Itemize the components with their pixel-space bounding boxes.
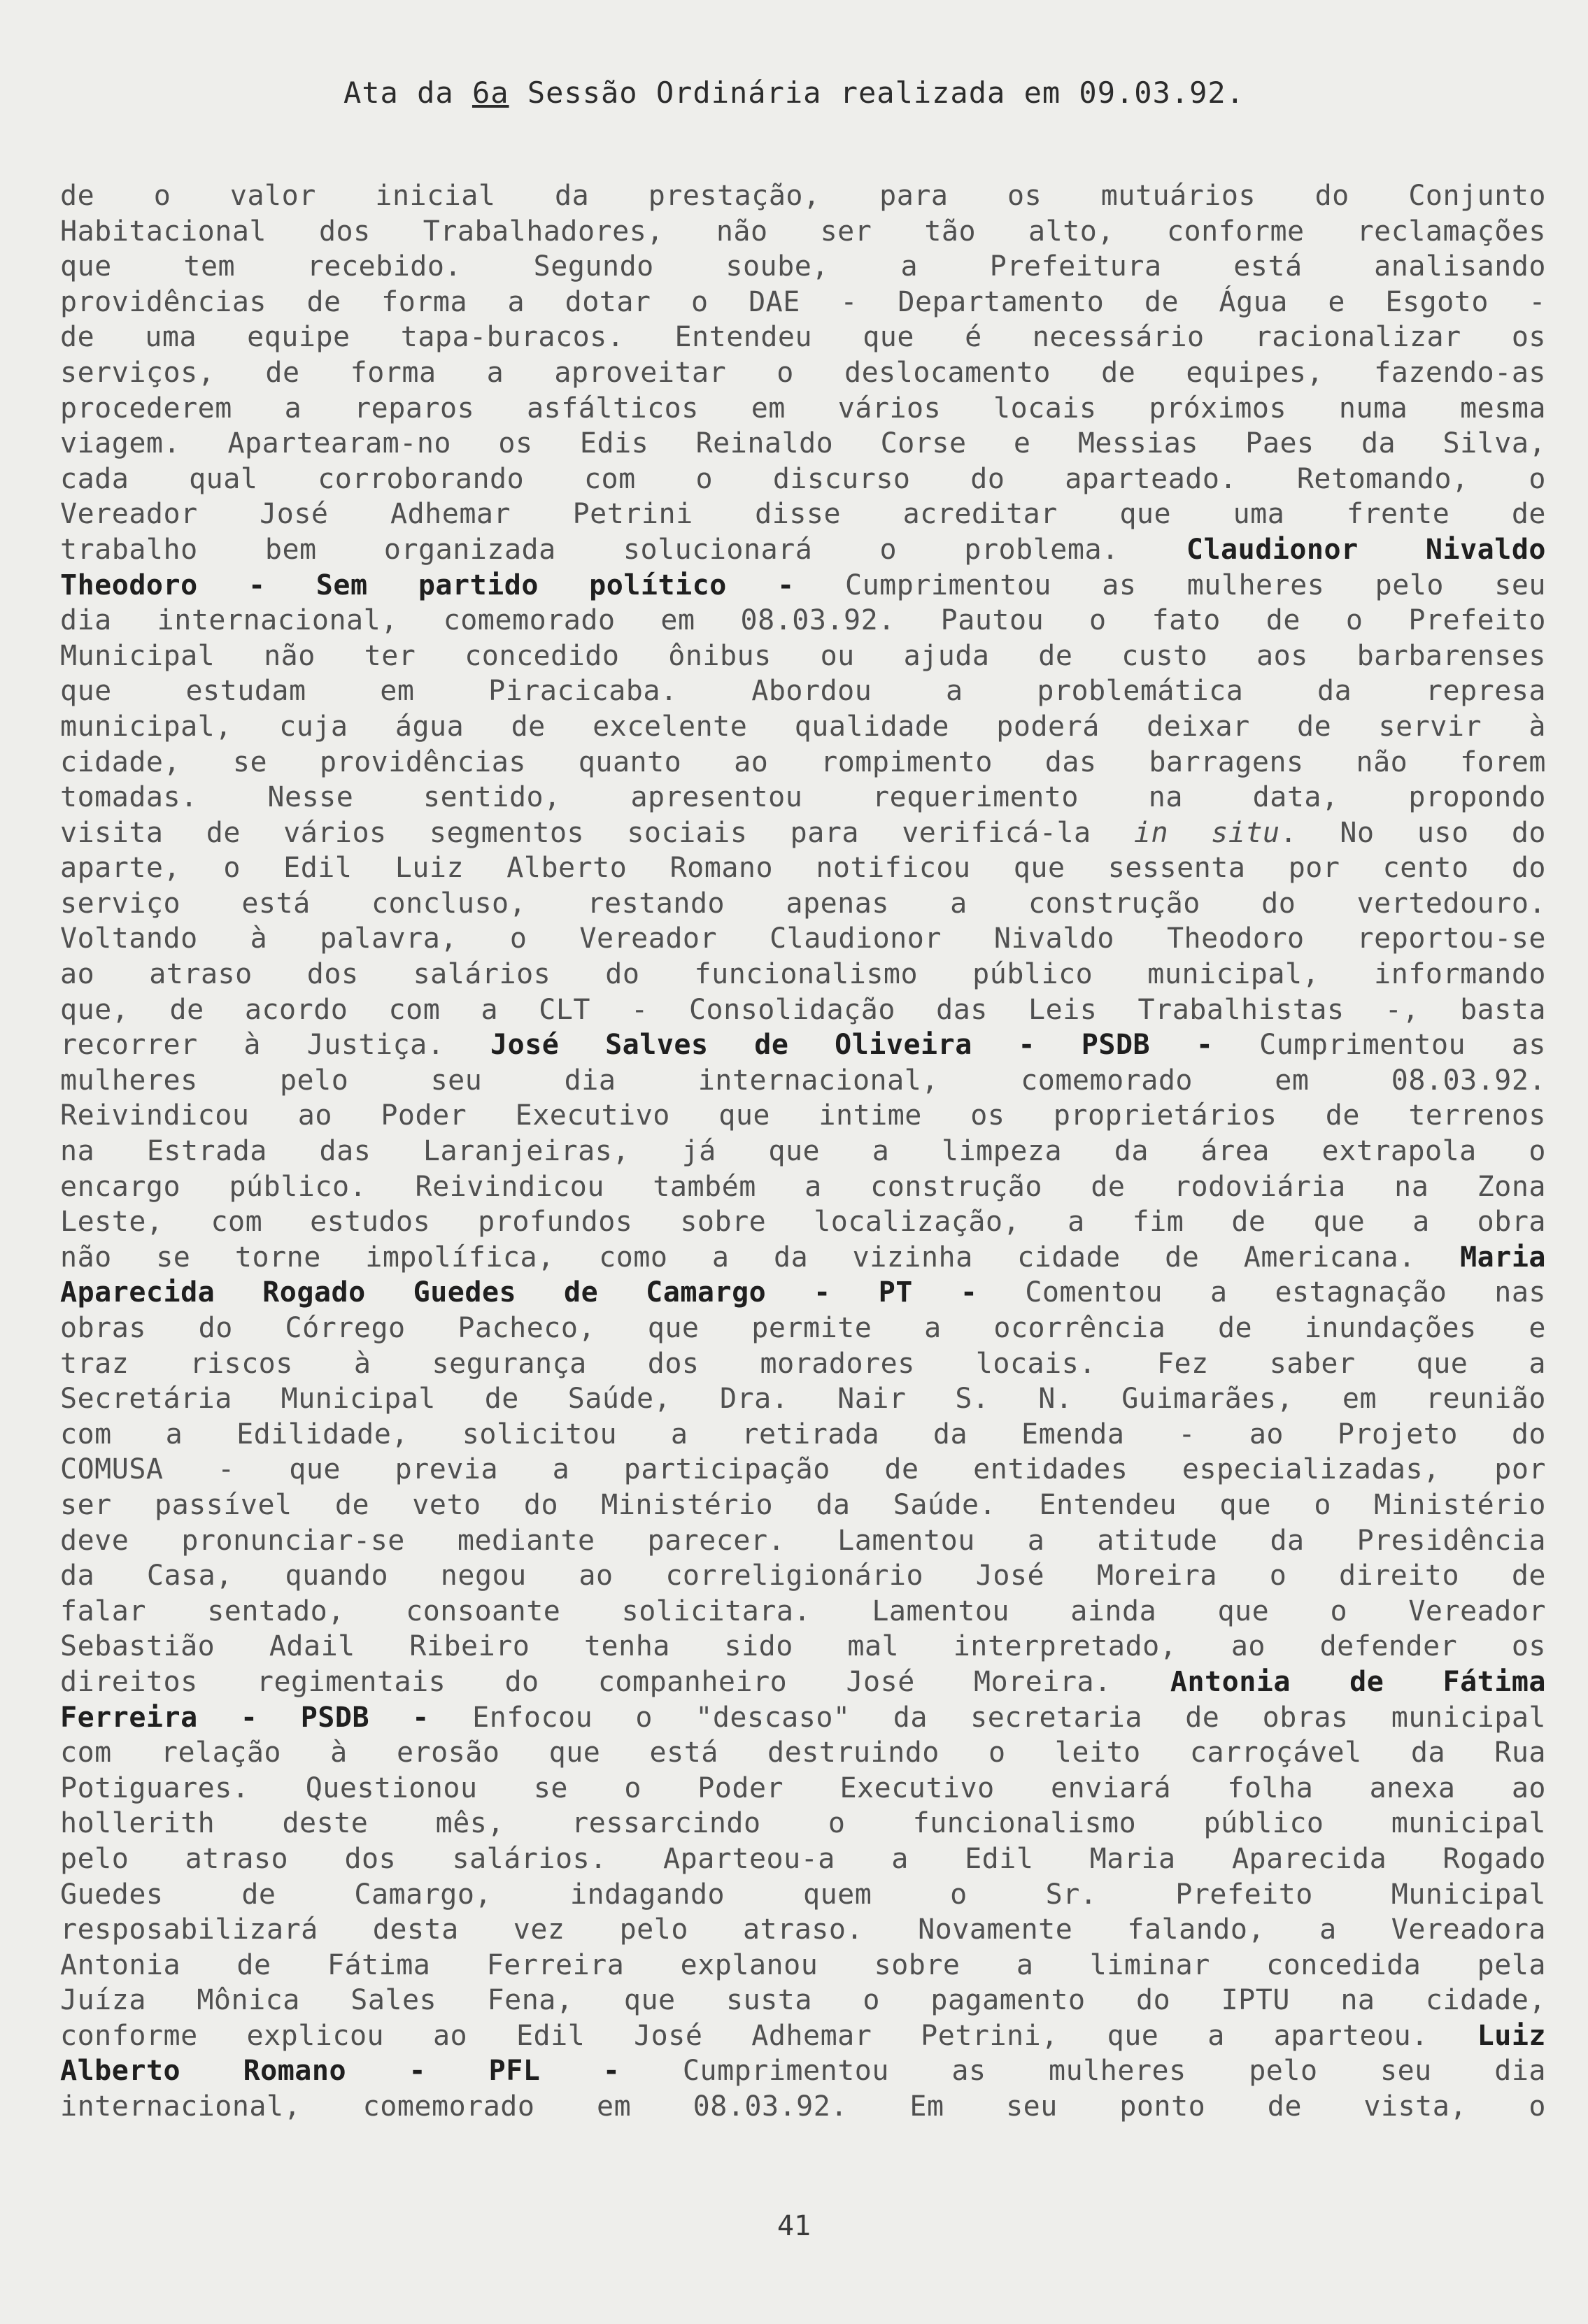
text-segment: tomadas. Nesse sentido, apresentou requerimento na data, propondo (60, 781, 1546, 814)
text-line (60, 603, 1546, 639)
text-line (60, 1063, 1546, 1099)
text-segment: de uma equipe tapa-buracos. Entendeu que é necessário racionalizar os (60, 321, 1546, 354)
title-ordinal: 6a (472, 76, 509, 110)
text-segment: Voltando à palavra, o Vereador Claudionor Nivaldo Theodoro reportou-se (60, 922, 1546, 955)
text-line (60, 1806, 1546, 1841)
title-suffix: Sessão Ordinária realizada em 09.03.92. (509, 76, 1245, 110)
text-segment: mulheres pelo seu dia internacional, comemorado em 08.03.92. (60, 1064, 1546, 1097)
text-segment: que estudam em Piracicaba. Abordou a problemática da represa (60, 675, 1546, 708)
text-line (60, 1417, 1546, 1453)
text-line (60, 1381, 1546, 1417)
text-segment: aparte, o Edil Luiz Alberto Romano notificou que sessenta por cento do (60, 852, 1546, 885)
text-segment: cidade, se providências quanto ao rompimento das barragens não forem (60, 746, 1546, 778)
text-line (60, 1346, 1546, 1382)
text-segment: ao atraso dos salários do funcionalismo público municipal, informando (60, 958, 1546, 991)
text-line (60, 1523, 1546, 1559)
text-segment: Secretária Municipal de Saúde, Dra. Nair S. N. Guimarães, em reunião (60, 1383, 1546, 1416)
title-prefix: Ata da (343, 76, 472, 110)
text-line (60, 1558, 1546, 1594)
text-line (60, 1877, 1546, 1913)
text-segment: direitos regimentais do companheiro José Moreira. (60, 1665, 1170, 1698)
page-number: 41 (777, 2210, 811, 2242)
text-line (60, 2053, 1546, 2089)
text-segment: da Casa, quando negou ao correligionário José Moreira o direito de (60, 1560, 1546, 1592)
text-line (60, 1098, 1546, 1134)
text-line (60, 532, 1546, 568)
text-line (60, 568, 1546, 604)
text-line (60, 497, 1546, 532)
text-segment: falar sentado, consoante solicitara. Lamentou ainda que o Vereador (60, 1595, 1546, 1627)
text-line (60, 355, 1546, 391)
text-segment: trabalho bem organizada solucionará o problema. (60, 533, 1186, 566)
text-line (60, 320, 1546, 355)
text-segment: pelo atraso dos salários. Aparteou-a a Edil Maria Aparecida Rogado (60, 1842, 1546, 1875)
text-segment: Cumprimentou as mulheres pelo seu (794, 569, 1546, 601)
speaker-name: Ferreira - PSDB - (60, 1701, 430, 1734)
text-line (60, 1169, 1546, 1205)
text-segment: que, de acordo com a CLT - Consolidação das Leis Trabalhistas -, basta (60, 993, 1546, 1026)
text-line (60, 1134, 1546, 1169)
text-line (60, 1841, 1546, 1877)
latin-phrase: in situ (1133, 816, 1280, 849)
text-line (60, 639, 1546, 674)
text-line (60, 850, 1546, 886)
text-line (60, 886, 1546, 922)
text-segment: Cumprimentou as mulheres pelo seu dia (620, 2055, 1546, 2088)
text-segment: Cumprimentou as (1213, 1029, 1546, 1062)
text-segment: conforme explicou ao Edil José Adhemar Petrini, que a aparteou. (60, 2019, 1477, 2052)
text-segment: ser passível de veto do Ministério da Saúde. Entendeu que o Ministério (60, 1488, 1546, 1521)
text-segment: deve pronunciar-se mediante parecer. Lamentou a atitude da Presidência (60, 1524, 1546, 1557)
text-line (60, 957, 1546, 992)
speaker-name: José Salves de Oliveira - PSDB - (490, 1029, 1214, 1062)
text-line (60, 1629, 1546, 1664)
text-segment: na Estrada das Laranjeiras, já que a limpeza da área extrapola o (60, 1135, 1546, 1168)
text-line (60, 285, 1546, 320)
text-line (60, 462, 1546, 497)
text-segment: com a Edilidade, solicitou a retirada da Emenda - ao Projeto do (60, 1418, 1546, 1450)
text-segment: Habitacional dos Trabalhadores, não ser tão alto, conforme reclamações (60, 215, 1546, 248)
speaker-name: Alberto Romano - PFL - (60, 2055, 621, 2088)
text-line (60, 1488, 1546, 1523)
text-line (60, 1027, 1546, 1063)
text-line (60, 426, 1546, 462)
text-line (60, 391, 1546, 427)
speaker-name: Antonia de Fátima (1170, 1665, 1546, 1698)
text-segment: Municipal não ter concedido ônibus ou ajuda de custo aos barbarenses (60, 639, 1546, 672)
text-segment: . No uso do (1279, 816, 1546, 849)
text-segment: Enfocou o "descaso" da secretaria de obras municipal (429, 1701, 1546, 1734)
text-segment: viagem. Apartearam-no os Edis Reinaldo Corse e Messias Paes da Silva, (60, 427, 1546, 460)
text-line (60, 1204, 1546, 1240)
text-segment: serviços, de forma a aproveitar o deslocamento de equipes, fazendo-as (60, 356, 1546, 389)
text-line (60, 921, 1546, 957)
text-line (60, 2089, 1546, 2125)
text-segment: internacional, comemorado em 08.03.92. Em seu ponto de vista, o (60, 2090, 1546, 2123)
text-segment: recorrer à Justiça. (60, 1029, 491, 1062)
text-segment: Leste, com estudos profundos sobre localização, a fim de que a obra (60, 1206, 1546, 1239)
text-segment: Sebastião Adail Ribeiro tenha sido mal interpretado, ao defender os (60, 1630, 1546, 1663)
text-segment: encargo público. Reivindicou também a construção de rodoviária na Zona (60, 1170, 1546, 1203)
text-line (60, 1452, 1546, 1488)
text-segment: serviço está concluso, restando apenas a construção do vertedouro. (60, 887, 1546, 920)
text-segment: Comentou a estagnação nas (977, 1276, 1546, 1309)
text-segment: visita de vários segmentos sociais para verificá-la (60, 816, 1134, 849)
text-line (60, 1771, 1546, 1806)
text-segment: obras do Córrego Pacheco, que permite a ocorrência de inundações e (60, 1312, 1546, 1344)
text-segment: de o valor inicial da prestação, para os mutuários do Conjunto (60, 180, 1546, 212)
text-segment: municipal, cuja água de excelente qualidade poderá deixar de servir à (60, 710, 1546, 743)
text-line (60, 2018, 1546, 2054)
text-segment: com relação à erosão que está destruindo o leito carroçável da Rua (60, 1737, 1546, 1769)
speaker-name: Luiz (1477, 2019, 1546, 2052)
text-line (60, 992, 1546, 1028)
text-line (60, 1594, 1546, 1630)
text-line (60, 1275, 1546, 1311)
text-line (60, 1912, 1546, 1948)
text-segment: traz riscos à segurança dos moradores locais. Fez saber que a (60, 1347, 1546, 1380)
text-line (60, 1735, 1546, 1771)
text-segment: Reivindicou ao Poder Executivo que intime os proprietários de terrenos (60, 1099, 1546, 1132)
text-segment: procederem a reparos asfálticos em vários locais próximos numa mesma (60, 392, 1546, 425)
text-line (60, 1948, 1546, 1983)
minutes-body-text (60, 178, 1546, 2125)
text-segment: Juíza Mônica Sales Fena, que susta o pagamento do IPTU na cidade, (60, 1984, 1546, 2017)
text-line (60, 745, 1546, 780)
speaker-name: Maria (1460, 1241, 1546, 1274)
text-line (60, 1664, 1546, 1700)
text-segment: Potiguares. Questionou se o Poder Executivo enviará folha anexa ao (60, 1771, 1546, 1804)
text-segment: hollerith deste mês, ressarcindo o funcionalismo público municipal (60, 1807, 1546, 1840)
text-line (60, 673, 1546, 709)
text-segment: Vereador José Adhemar Petrini disse acreditar que uma frente de (60, 498, 1546, 531)
text-line (60, 1700, 1546, 1736)
speaker-name: Theodoro - Sem partido político - (60, 569, 795, 601)
text-line (60, 1240, 1546, 1276)
text-line (60, 249, 1546, 285)
text-segment: Guedes de Camargo, indagando quem o Sr. Prefeito Municipal (60, 1878, 1546, 1911)
text-line (60, 214, 1546, 250)
text-segment: que tem recebido. Segundo soube, a Prefeitura está analisando (60, 250, 1546, 283)
page-title (0, 76, 1588, 110)
text-line (60, 178, 1546, 214)
text-segment: providências de forma a dotar o DAE - Departamento de Água e Esgoto - (60, 285, 1546, 318)
text-line (60, 1983, 1546, 2018)
text-segment: resposabilizará desta vez pelo atraso. Novamente falando, a Vereadora (60, 1913, 1546, 1946)
text-segment: dia internacional, comemorado em 08.03.92. Pautou o fato de o Prefeito (60, 604, 1546, 637)
text-line (60, 815, 1546, 851)
text-segment: COMUSA - que previa a participação de entidades especializadas, por (60, 1453, 1546, 1486)
speaker-name: Aparecida Rogado Guedes de Camargo - PT - (60, 1276, 978, 1309)
text-segment: cada qual corroborando com o discurso do aparteado. Retomando, o (60, 462, 1546, 495)
speaker-name: Claudionor Nivaldo (1186, 533, 1546, 566)
text-line (60, 709, 1546, 745)
text-segment: não se torne impolífica, como a da vizinha cidade de Americana. (60, 1241, 1461, 1274)
text-line (60, 1311, 1546, 1346)
text-line (60, 780, 1546, 815)
text-segment: Antonia de Fátima Ferreira explanou sobre a liminar concedida pela (60, 1948, 1546, 1981)
